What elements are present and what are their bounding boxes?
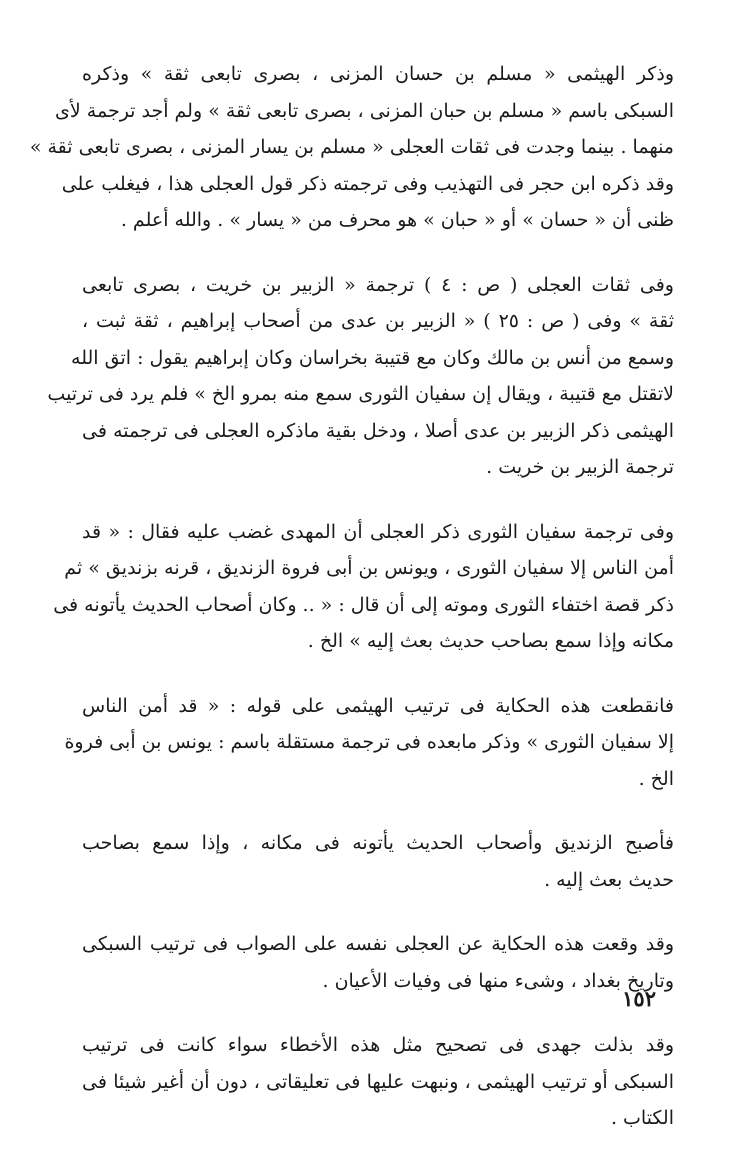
paragraph-line: ذكر قصة اختفاء الثورى وموته إلى أن قال : « .. وكان أصحاب الحديث يأتونه فى bbox=[53, 593, 674, 616]
paragraph-line: ثقة » وفى ( ص : ٢٥ ) « الزبير بن عدى من أصحاب إبراهيم ، ثقة ثبت ، bbox=[82, 310, 675, 332]
paragraph-line: السبكى باسم « مسلم بن حبان المزنى ، بصرى تابعى ثقة » ولم أجد ترجمة لأى bbox=[55, 99, 674, 122]
paragraph-line: السبكى أو ترتيب الهيثمى ، ونبهت عليها فى تعليقاتى ، دون أن أغير شيئا فى bbox=[82, 1070, 674, 1093]
paragraph-line: وتاريخ بغداد ، وشىء منها فى وفيات الأعيان . bbox=[322, 969, 674, 992]
paragraph-line: فانقطعت هذه الحكاية فى ترتيب الهيثمى على قوله : « قد أمن الناس bbox=[82, 694, 674, 717]
paragraph-line: وفى ثقات العجلى ( ص : ٤ ) ترجمة « الزبير بن خريت ، بصرى تابعى bbox=[82, 273, 674, 296]
paragraph-line: حديث بعث إليه . bbox=[544, 868, 674, 891]
paragraph-line: أمن الناس إلا سفيان الثورى ، ويونس بن أبى فروة الزنديق ، قرنه بزنديق » ثم bbox=[64, 557, 674, 579]
paragraph-7 bbox=[82, 1027, 674, 1137]
paragraph-line: الكتاب . bbox=[610, 1107, 674, 1129]
page-number: ١٥٢ bbox=[622, 986, 656, 1011]
paragraph-line: وقد وقعت هذه الحكاية عن العجلى نفسه على الصواب فى ترتيب السبكى bbox=[82, 933, 674, 955]
paragraph-line: الخ . bbox=[638, 767, 674, 790]
paragraph-4 bbox=[64, 688, 674, 798]
paragraph-line: ترجمة الزبير بن خريت . bbox=[486, 456, 674, 478]
paragraph-line: إلا سفيان الثورى » وذكر مابعده فى ترجمة مستقلة باسم : يونس بن أبى فروة bbox=[64, 731, 674, 753]
paragraph-line: وذكر الهيثمى « مسلم بن حسان المزنى ، بصرى تابعى ثقة » وذكره bbox=[82, 63, 674, 85]
paragraph-line: لاتقتل مع قتيبة ، ويقال إن سفيان الثورى سمع منه بمرو الخ » فلم يرد فى ترتيب bbox=[47, 383, 674, 405]
paragraph-line: منهما . بينما وجدت فى ثقات العجلى « مسلم بن يسار المزنى ، بصرى تابعى ثقة » bbox=[29, 136, 674, 158]
paragraph-1 bbox=[29, 56, 674, 239]
paragraph-3 bbox=[53, 514, 674, 660]
paragraph-line: وقد ذكره ابن حجر فى التهذيب وفى ترجمته ذكر قول العجلى هذا ، فيغلب على bbox=[61, 172, 674, 195]
paragraph-line: وقد بذلت جهدى فى تصحيح مثل هذه الأخطاء سواء كانت فى ترتيب bbox=[82, 1034, 674, 1056]
paragraph-line: الهيثمى ذكر الزبير بن عدى أصلا ، ودخل بقية ماذكره العجلى فى ترجمته فى bbox=[82, 419, 674, 442]
paragraph-line: ظنى أن « حسان » أو « حبان » هو محرف من « يسار » . والله أعلم . bbox=[120, 209, 674, 231]
paragraph-2 bbox=[47, 267, 675, 486]
paragraph-line: مكانه وإذا سمع بصاحب حديث بعث إليه » الخ . bbox=[307, 630, 674, 652]
paragraph-line: فأصبح الزنديق وأصحاب الحديث يأتونه فى مكانه ، وإذا سمع بصاحب bbox=[82, 832, 674, 854]
paragraph-line: وفى ترجمة سفيان الثورى ذكر العجلى أن المهدى غضب عليه فقال : « قد bbox=[82, 520, 674, 543]
paragraph-5 bbox=[82, 825, 674, 898]
paragraph-line: وسمع من أنس بن مالك وكان مع قتيبة بخراسان وكان إبراهيم يقول : اتق الله bbox=[71, 346, 674, 369]
